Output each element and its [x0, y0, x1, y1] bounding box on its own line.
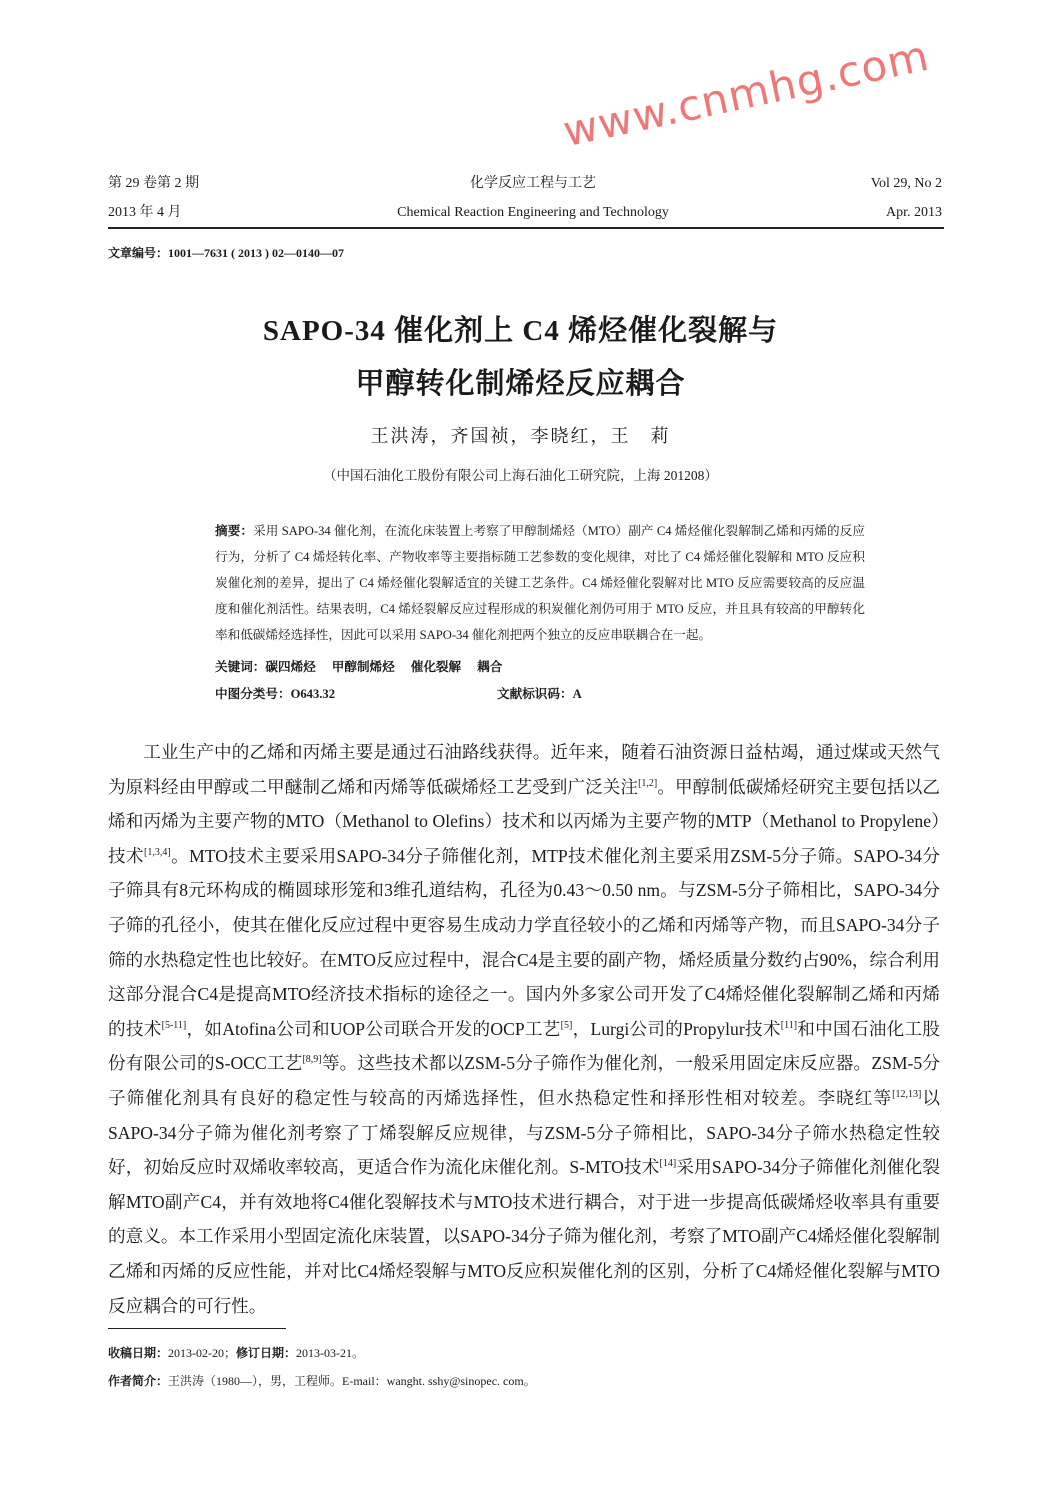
citation: [1,2]: [638, 777, 658, 789]
keyword: 甲醇制烯烃: [331, 660, 395, 674]
classification-row: [215, 681, 1041, 708]
abstract-text: 采用 SAPO-34 催化剂，在流化床装置上考察了甲醇制烯烃（MTO）副产 C4 烯烃催化裂解制乙烯和丙烯的反应行为，分析了 C4 烯烃转化率、产物收率等主要指标随工艺参数的变化规律，对比了 C4 烯烃催化裂解和 MTO 反应积炭催化剂的差异，提出了 C4 烯烃催化裂解适宜的关键工艺条件。C4 烯烃催化裂解对比 MTO 反应需要较高的反应温度和催化剂活性。结果表明，C4 烯烃裂解反应过程形成的积炭催化剂仍可用于 MTO 反应，并且具有较高的甲醇转化率和低碳烯烃选择性，因此可以采用 SAPO-34 催化剂把两个独立的反应串联耦合在一起。: [215, 524, 866, 642]
citation: [11]: [780, 1019, 798, 1031]
issue-cn: 第 29 卷第 2 期: [108, 176, 199, 191]
body-text-segment: 工业生产中的乙烯和丙烯主要是通过石油路线获得。近年来，随着石油资源日益枯竭，通过煤或天然气为原料经由甲醇或二甲醚制乙烯和丙烯等低碳烯烃工艺受到广泛关注: [108, 742, 940, 797]
author-bio: 王洪涛（1980—），男，工程师。E-mail：wanght. sshy@sinopec. com。: [168, 1374, 536, 1389]
title-line-1: SAPO-34 催化剂上 C4 烯烃催化裂解与: [262, 315, 779, 347]
abstract: [215, 518, 865, 648]
keyword: 碳四烯烃: [265, 660, 316, 674]
date-en: Apr. 2013: [886, 205, 942, 220]
document-code: [497, 681, 582, 708]
keyword: 耦合: [477, 660, 503, 674]
body-text-segment: ，如Atofina公司和UOP公司联合开发的OCP工艺: [186, 1018, 561, 1039]
clc-number: [215, 681, 497, 708]
doc-code-value: A: [572, 687, 582, 701]
abstract-label: 摘要：: [215, 524, 254, 538]
article-number-value: 1001—7631 ( 2013 ) 02—0140—07: [168, 246, 345, 260]
received-label: 收稿日期：: [108, 1346, 169, 1361]
date-cn: 2013 年 4 月: [108, 205, 182, 220]
body-text-segment: ，Lurgi公司的Propylur技术: [572, 1018, 781, 1039]
author-label: 作者简介：: [108, 1374, 169, 1389]
article-number: [108, 245, 1041, 261]
authors: 王洪涛，齐国祯，李晓红，王 莉: [370, 426, 671, 446]
keywords: [215, 654, 1041, 681]
citation: [8,9]: [302, 1054, 322, 1066]
article-number-label: 文章编号：: [108, 246, 169, 260]
affiliation: （中国石油化工股份有限公司上海石油化工研究院，上海 201208）: [323, 468, 718, 483]
footnote-author: [108, 1367, 1041, 1395]
clc-value: O643.32: [290, 687, 335, 701]
journal-cn: 化学反应工程与工艺: [470, 176, 596, 191]
doc-code-label: 文献标识码：: [497, 687, 573, 701]
citation: [5]: [560, 1019, 573, 1031]
body-text-segment: 。甲醇制低碳烯烃研究主要包括以乙烯和丙烯为主要产物的MTO（Methanol to Olefins）技术和以丙烯为主要产物的MTP（Methanol to Propylene）技术: [108, 776, 940, 866]
clc-label: 中图分类号：: [215, 687, 291, 701]
keyword: 催化裂解: [410, 660, 462, 674]
revised-date: 2013-03-21。: [296, 1346, 365, 1361]
body-text-segment: 采用SAPO-34分子筛催化剂催化裂解MTO副产C4，并有效地将C4催化裂解技术与MTO技术进行耦合，对于进一步提高低碳烯烃收率具有重要的意义。本工作采用小型固定流化床装置，以SAPO-34分子筛为催化剂，考察了MTO副产C4烯烃催化裂解制乙烯和丙烯的反应性能，并对比C4烯烃裂解与MTO反应积炭催化剂的区别，分析了C4烯烃催化裂解与MTO反应耦合的可行性。: [108, 1157, 940, 1316]
body-paragraph: [108, 735, 940, 1323]
footnote-dates: [108, 1339, 1041, 1367]
body-text-segment: 。MTO技术主要采用SAPO-34分子筛催化剂，MTP技术催化剂主要采用ZSM-5分子筛。SAPO-34分子筛具有8元环构成的椭圆球形笼和3维孔道结构，孔径为0.43～0.50 nm。与ZSM-5分子筛相比，SAPO-34分子筛的孔径小，使其在催化反应过程中更容易生成动力学直径较小的乙烯和丙烯等产物，而且SAPO-34分子筛的水热稳定性也比较好。在MTO反应过程中，混合C4是主要的副产物，烯烃质量分数约占90%，综合利用这部分混合C4是提高MTO经济技术指标的途径之一。国内外多家公司开发了C4烯烃催化裂解制乙烯和丙烯的技术: [108, 845, 940, 1039]
footnote-rule: [108, 1328, 286, 1329]
journal-en: Chemical Reaction Engineering and Technology: [397, 205, 669, 220]
citation: [14]: [659, 1158, 677, 1170]
volume-en: Vol 29, No 2: [870, 176, 942, 191]
watermark: www.cnmhg.com: [558, 30, 934, 157]
body-text-segment: 以SAPO-34分子筛为催化剂考察了丁烯裂解反应规律，与ZSM-5分子筛相比，SAPO-34分子筛水热稳定性较好，初始反应时双烯收率较高，更适合作为流化床催化剂。S-MTO技术: [108, 1087, 940, 1178]
citation: [5-11]: [161, 1019, 187, 1031]
citation: [1,3,4]: [144, 846, 171, 858]
body-text-segment: 和中国石油化工股份有限公司的S-OCC工艺: [108, 1018, 940, 1074]
keywords-label: 关键词：: [215, 660, 266, 674]
revised-label: 修订日期：: [236, 1346, 297, 1361]
title-line-2: 甲醇转化制烯烃反应耦合: [355, 368, 686, 400]
received-date: 2013-02-20；: [168, 1346, 237, 1361]
citation: [12,13]: [892, 1088, 922, 1100]
body-text-segment: 等。这些技术都以ZSM-5分子筛作为催化剂，一般采用固定床反应器。ZSM-5分子筛催化剂具有良好的稳定性与较高的丙烯选择性，但水热稳定性和择形性相对较差。李晓红等: [108, 1053, 940, 1108]
